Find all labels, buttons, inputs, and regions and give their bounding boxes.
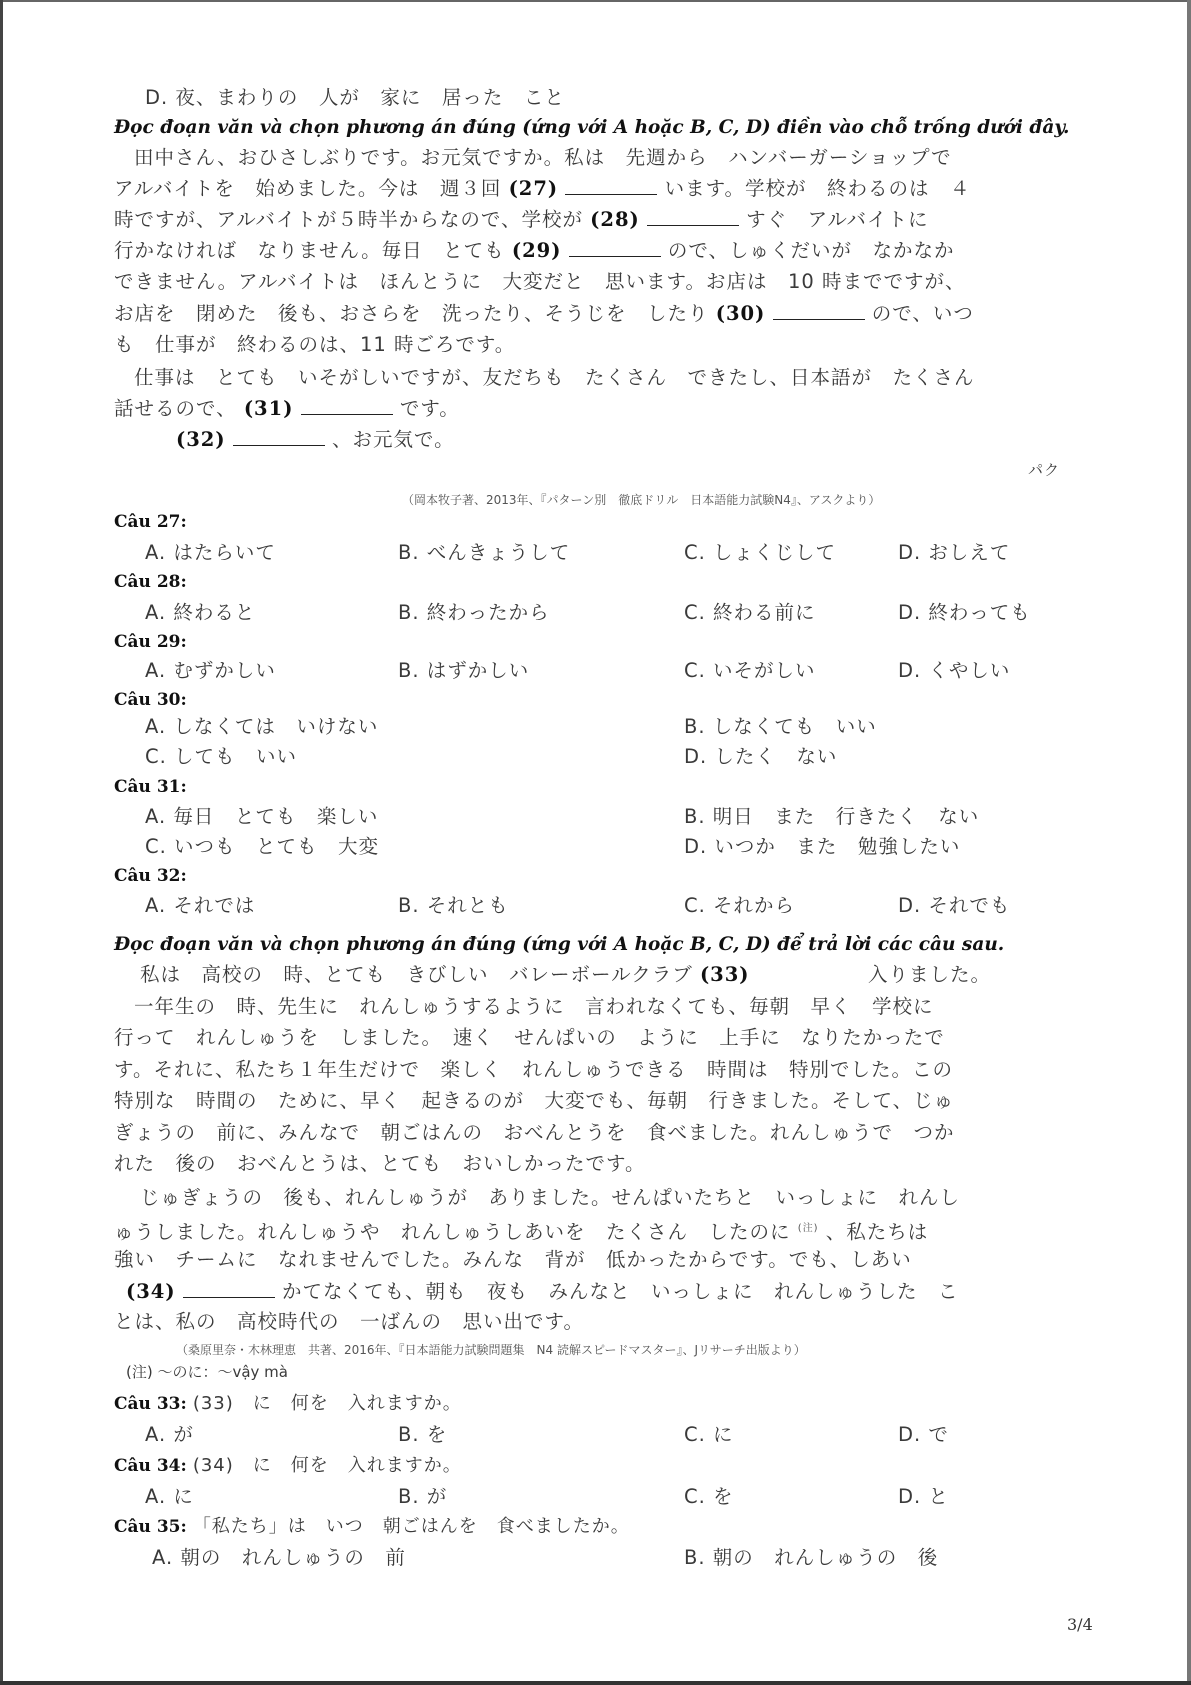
letter-line-3b: すぐ アルバイトに bbox=[746, 208, 929, 231]
scan-border-bottom bbox=[0, 1681, 1191, 1685]
passage-line-1 bbox=[140, 963, 991, 987]
q32-option-b[interactable]: B. それとも bbox=[398, 894, 509, 917]
q27-option-d[interactable]: D. おしえて bbox=[898, 541, 1011, 564]
q26-option-d: D. 夜、まわりの 人が 家に 居った こと bbox=[145, 86, 565, 109]
passage-line-3: 行って れんしゅうを しました。 速く せんぱいの ように 上手に なりたかったで bbox=[114, 1026, 945, 1049]
q31-option-b[interactable]: B. 明日 また 行きたく ない bbox=[684, 805, 980, 828]
q35-stem: 「私たち」は いつ 朝ごはんを 食べましたか。 bbox=[192, 1516, 630, 1537]
passage-line-9b: 、私たちは bbox=[825, 1220, 929, 1244]
letter-line-4 bbox=[114, 239, 955, 263]
q33-option-c[interactable]: C. に bbox=[684, 1423, 734, 1446]
q31-option-a[interactable]: A. 毎日 とても 楽しい bbox=[145, 805, 379, 828]
blank-27-label: (27) bbox=[508, 177, 559, 200]
q27-option-c[interactable]: C. しょくじして bbox=[684, 541, 837, 564]
q33-row bbox=[114, 1391, 462, 1416]
letter-line-4b: ので、しゅくだいが なかなか bbox=[667, 239, 955, 262]
letter-line-6 bbox=[114, 302, 974, 326]
q27-option-a[interactable]: A. はたらいて bbox=[145, 541, 276, 564]
passage-line-1b: 入りました。 bbox=[867, 963, 991, 986]
scan-border-top bbox=[0, 0, 1191, 2]
q27-option-b[interactable]: B. べんきょうして bbox=[398, 541, 571, 564]
letter-line-9b: です。 bbox=[399, 397, 460, 420]
instruction-fill-blanks: Đọc đoạn văn và chọn phương án đúng (ứng với A hoặc B, C, D) điền vào chỗ trống dưới đây. bbox=[114, 117, 1070, 138]
q34-stem: (34) に 何を 入れますか。 bbox=[192, 1455, 462, 1476]
q29-option-d[interactable]: D. くやしい bbox=[898, 659, 1011, 682]
q35-label: Câu 35: bbox=[114, 1517, 187, 1537]
letter-line-1: 田中さん、おひさしぶりです。お元気ですか。私は 先週から ハンバーガーショップで bbox=[134, 146, 952, 169]
letter-source: （岡本牧子著、2013年、『パターン別 徹底ドリル 日本語能力試験N4』、アスクより） bbox=[402, 493, 881, 507]
q29-option-c[interactable]: C. いそがしい bbox=[684, 659, 816, 682]
q34-option-a[interactable]: A. に bbox=[145, 1485, 194, 1508]
q32-label: Câu 32: bbox=[114, 866, 187, 886]
blank-27-line bbox=[565, 178, 657, 195]
passage-source: （桑原里奈・木林理恵 共著、2016年、『日本語能力試験問題集 N4 読解スピードマスター』、Jリサーチ出版より） bbox=[176, 1343, 806, 1357]
q28-option-a[interactable]: A. 終わると bbox=[145, 601, 256, 624]
passage-line-12: とは、私の 高校時代の 一ばんの 思い出です。 bbox=[114, 1310, 584, 1333]
passage-line-9a: ゅうしました。れんしゅうや れんしゅうしあいを たくさん したのに bbox=[114, 1220, 791, 1244]
q32-option-c[interactable]: C. それから bbox=[684, 894, 796, 917]
q32-option-a[interactable]: A. それでは bbox=[145, 894, 256, 917]
letter-line-4a: 行かなければ なりません。毎日 とても bbox=[114, 239, 505, 262]
q28-option-b[interactable]: B. 終わったから bbox=[398, 601, 550, 624]
blank-32-label: (32) bbox=[176, 428, 226, 451]
blank-34-label: (34) bbox=[126, 1280, 176, 1303]
letter-line-10b: 、お元気で。 bbox=[332, 428, 455, 451]
blank-28-label: (28) bbox=[590, 208, 640, 231]
passage-line-8: じゅぎょうの 後も、れんしゅうが ありました。せんぱいたちと いっしょに れんし bbox=[140, 1186, 961, 1209]
q33-option-a[interactable]: A. が bbox=[145, 1423, 194, 1446]
blank-29-label: (29) bbox=[511, 239, 562, 262]
blank-30-line bbox=[773, 303, 865, 320]
page-number: 3/4 bbox=[1067, 1615, 1093, 1634]
q30-label: Câu 30: bbox=[114, 690, 187, 710]
passage-line-6: ぎょうの 前に、みんなで 朝ごはんの おべんとうを 食べました。れんしゅうで つか bbox=[114, 1121, 955, 1144]
q29-option-b[interactable]: B. はずかしい bbox=[398, 659, 530, 682]
blank-31-line bbox=[301, 398, 393, 415]
q34-option-c[interactable]: C. を bbox=[684, 1485, 734, 1508]
letter-line-6b: ので、いつ bbox=[871, 302, 974, 325]
letter-line-3 bbox=[114, 208, 929, 232]
letter-line-5: できません。アルバイトは ほんとうに 大変だと 思います。お店は 10 時までですが、 bbox=[114, 270, 966, 293]
passage-line-2: 一年生の 時、先生に れんしゅうするように 言われなくても、毎朝 早く 学校に bbox=[134, 995, 934, 1018]
passage-line-9 bbox=[114, 1217, 928, 1245]
q32-option-d[interactable]: D. それでも bbox=[898, 894, 1011, 917]
passage-line-1a: 私は 高校の 時、とても きびしい バレーボールクラブ bbox=[140, 963, 693, 986]
passage-line-4: す。それに、私たち１年生だけで 楽しく れんしゅうできる 時間は 特別でした。この bbox=[114, 1058, 953, 1081]
passage-line-11b: かてなくても、朝も 夜も みんなと いっしょに れんしゅうした こ bbox=[282, 1280, 959, 1303]
letter-line-2 bbox=[114, 177, 971, 201]
passage-line-10: 強い チームに なれませんでした。みんな 背が 低かったからです。でも、しあい bbox=[114, 1248, 912, 1271]
letter-line-2b: います。学校が 終わるのは ４ bbox=[664, 177, 971, 200]
q35-option-a[interactable]: A. 朝の れんしゅうの 前 bbox=[152, 1546, 406, 1569]
q31-option-d[interactable]: D. いつか また 勉強したい bbox=[684, 835, 961, 858]
q28-label: Câu 28: bbox=[114, 572, 187, 592]
q29-option-a[interactable]: A. むずかしい bbox=[145, 659, 276, 682]
q33-option-d[interactable]: D. で bbox=[898, 1423, 949, 1446]
blank-28-line bbox=[647, 209, 739, 226]
q30-option-b[interactable]: B. しなくても いい bbox=[684, 715, 877, 738]
q30-option-d[interactable]: D. したく ない bbox=[684, 745, 838, 768]
letter-signature: パク bbox=[1028, 461, 1061, 479]
letter-line-8: 仕事は とても いそがしいですが、友だちも たくさん できたし、日本語が たくさん bbox=[134, 366, 975, 389]
letter-line-3a: 時ですが、アルバイトが５時半からなので、学校が bbox=[114, 208, 583, 231]
note-mark: (注) bbox=[797, 1223, 819, 1234]
passage-footnote: (注) ～のに：～vậy mà bbox=[126, 1363, 288, 1381]
letter-line-9 bbox=[114, 397, 460, 421]
letter-line-10 bbox=[176, 428, 455, 452]
q34-row bbox=[114, 1453, 462, 1478]
q31-option-c[interactable]: C. いつも とても 大変 bbox=[145, 835, 380, 858]
scan-border-right bbox=[1187, 0, 1191, 1685]
q35-option-b[interactable]: B. 朝の れんしゅうの 後 bbox=[684, 1546, 939, 1569]
passage-line-5: 特別な 時間の ために、早く 起きるのが 大変でも、毎朝 行きました。そして、じゅ bbox=[114, 1089, 955, 1112]
q28-option-c[interactable]: C. 終わる前に bbox=[684, 601, 816, 624]
q29-label: Câu 29: bbox=[114, 632, 187, 652]
blank-34-line bbox=[183, 1281, 275, 1298]
blank-33-label: (33) bbox=[699, 963, 750, 986]
q33-option-b[interactable]: B. を bbox=[398, 1423, 448, 1446]
blank-30-label: (30) bbox=[715, 302, 766, 325]
passage-line-7: れた 後の おべんとうは、とても おいしかったです。 bbox=[114, 1152, 646, 1175]
letter-line-6a: お店を 閉めた 後も、おさらを 洗ったり、そうじを したり bbox=[114, 302, 709, 325]
q33-stem: (33) に 何を 入れますか。 bbox=[192, 1393, 462, 1414]
q33-label: Câu 33: bbox=[114, 1394, 187, 1414]
letter-line-9a: 話せるので、 bbox=[114, 397, 237, 420]
q35-row bbox=[114, 1514, 630, 1539]
q30-option-c[interactable]: C. しても いい bbox=[145, 745, 298, 768]
q34-option-b[interactable]: B. が bbox=[398, 1485, 448, 1508]
blank-29-line bbox=[569, 240, 661, 257]
q34-option-d[interactable]: D. と bbox=[898, 1485, 949, 1508]
passage-line-11 bbox=[126, 1280, 959, 1304]
blank-32-line bbox=[233, 429, 325, 446]
scan-border-left bbox=[0, 0, 3, 1685]
q28-option-d[interactable]: D. 終わっても bbox=[898, 601, 1031, 624]
q27-label: Câu 27: bbox=[114, 512, 187, 532]
q31-label: Câu 31: bbox=[114, 777, 187, 797]
instruction-answer-questions: Đọc đoạn văn và chọn phương án đúng (ứng với A hoặc B, C, D) để trả lời các câu sau. bbox=[114, 934, 1005, 955]
q34-label: Câu 34: bbox=[114, 1456, 187, 1476]
blank-31-label: (31) bbox=[243, 397, 294, 420]
letter-line-2a: アルバイトを 始めました。今は 週３回 bbox=[114, 177, 502, 200]
q30-option-a[interactable]: A. しなくては いけない bbox=[145, 715, 379, 738]
letter-line-7: も 仕事が 終わるのは、11 時ごろです。 bbox=[114, 333, 516, 356]
